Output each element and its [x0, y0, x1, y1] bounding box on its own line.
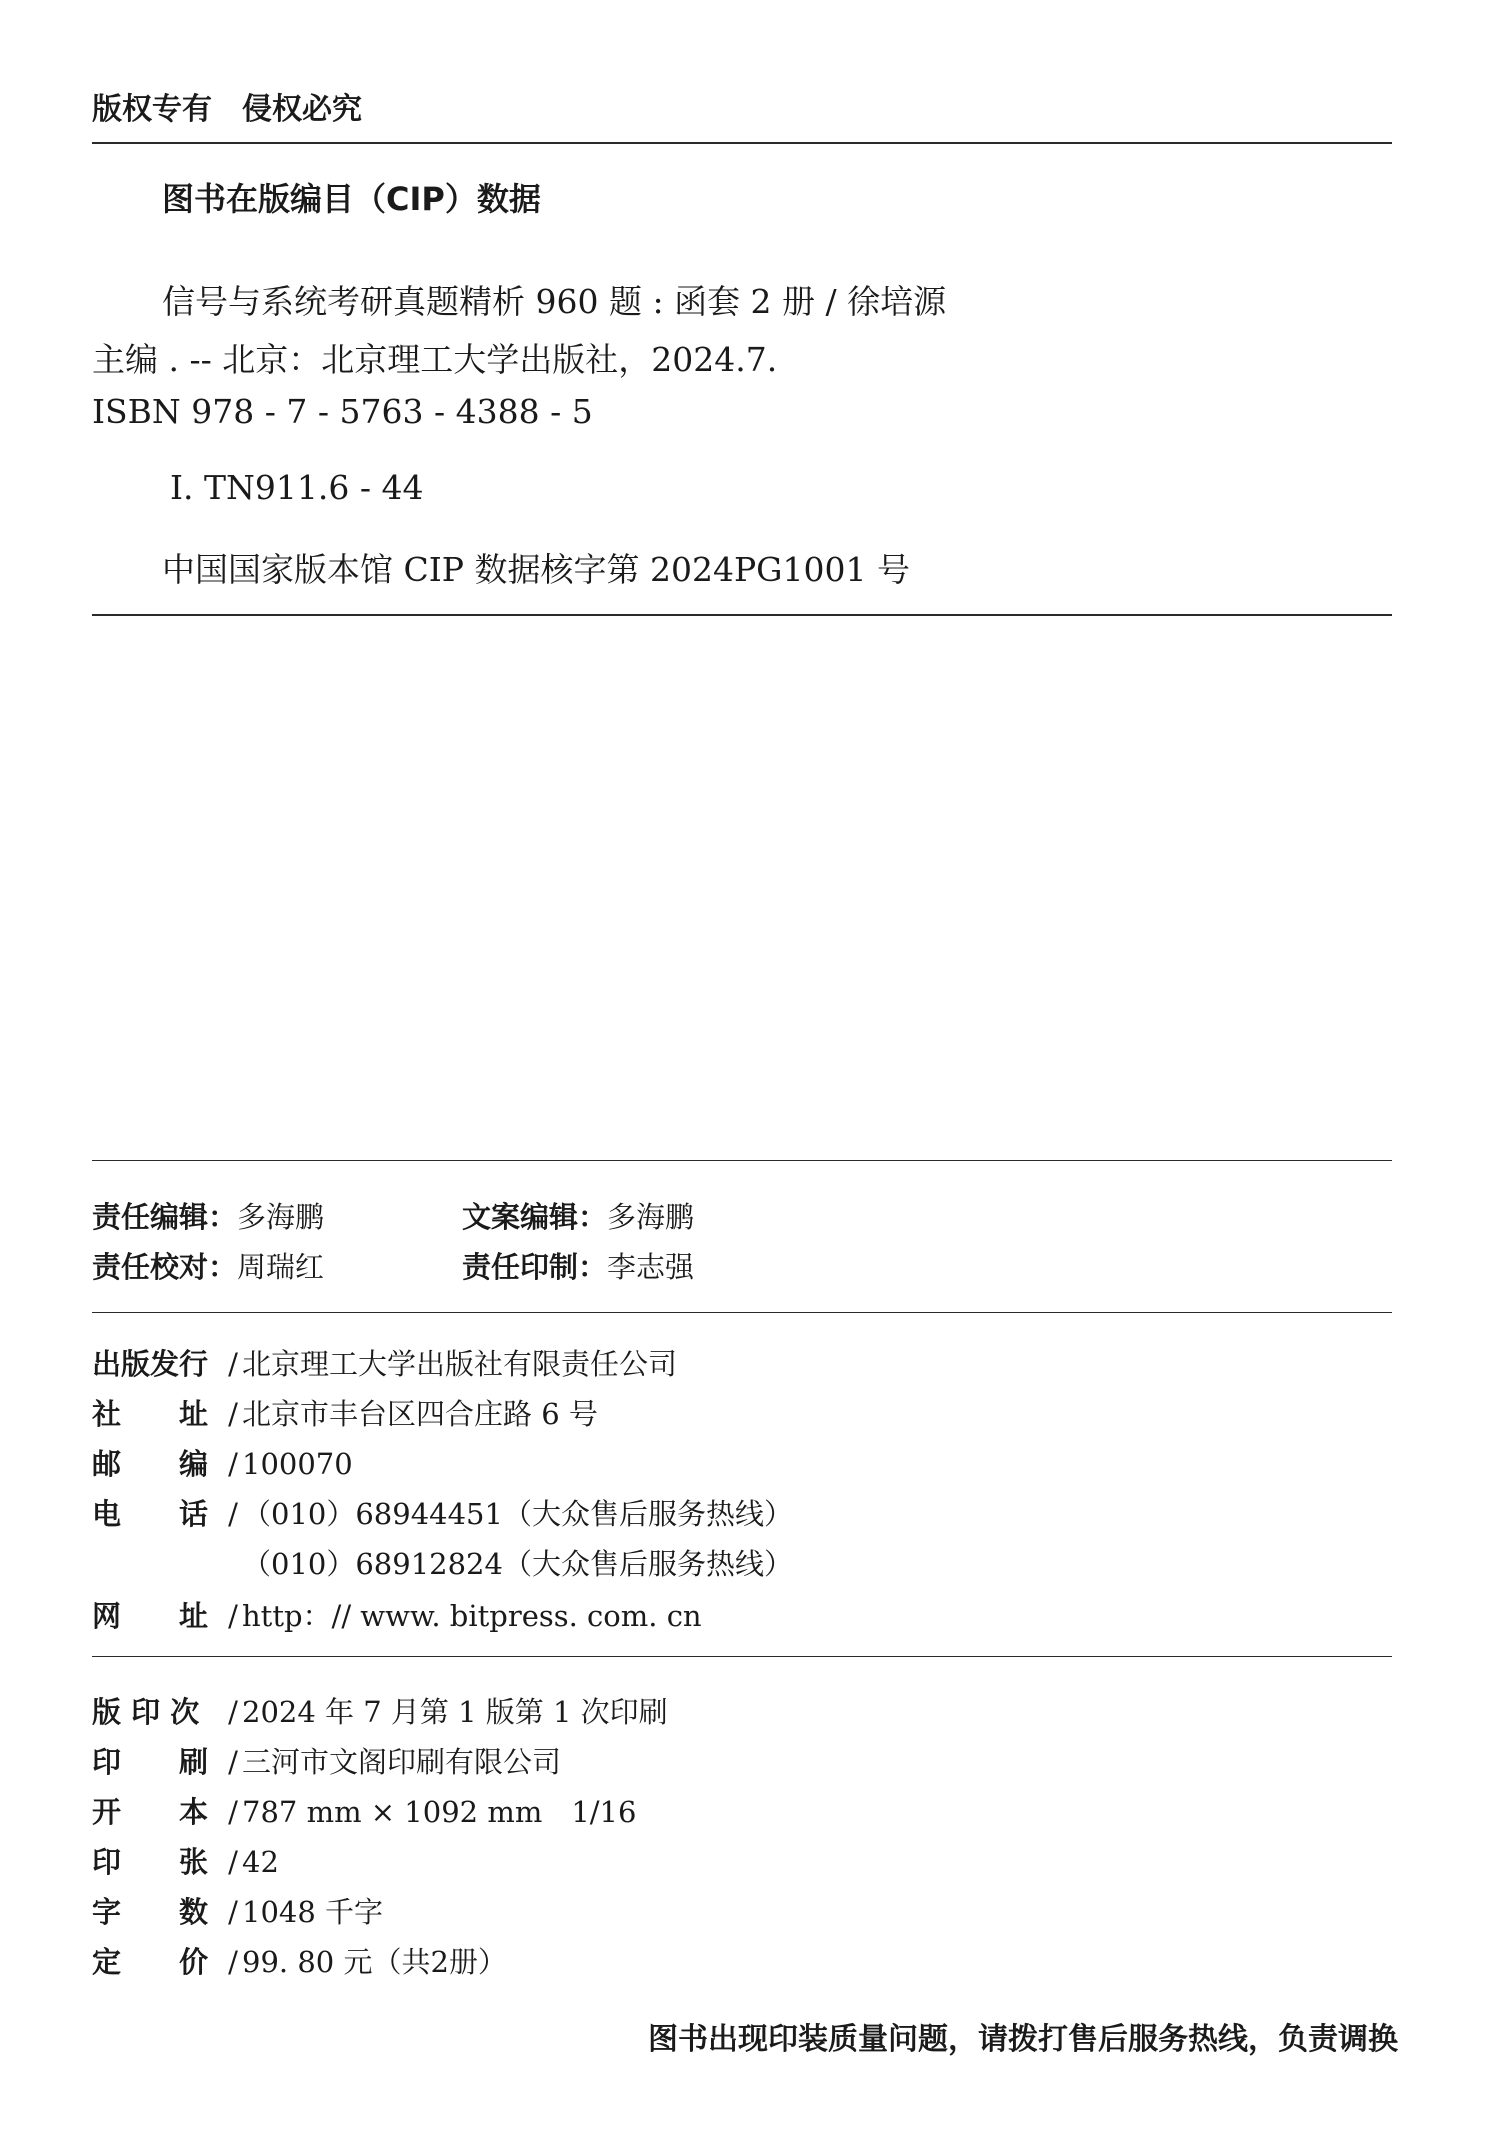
responsible-editor	[92, 1195, 324, 1236]
website-row	[92, 1594, 702, 1635]
cip-heading: 图书在版编目（CIP）数据	[162, 180, 541, 218]
printer-label: 印 刷	[92, 1745, 209, 1779]
separator: /	[228, 1447, 238, 1481]
printer-value: 三河市文阁印刷有限公司	[242, 1745, 562, 1779]
address-value: 北京市丰台区四合庄路 6 号	[242, 1397, 598, 1431]
separator: /	[228, 1397, 238, 1431]
phone-value: （010）68944451（大众售后服务热线）	[242, 1497, 793, 1531]
website-label: 网 址	[92, 1599, 209, 1633]
responsible-editor-label: 责任编辑：	[92, 1200, 238, 1234]
website-value: http：// www. bitpress. com. cn	[242, 1599, 702, 1633]
price-value: 99. 80 元（共2册）	[242, 1945, 507, 1979]
print-supervisor-label: 责任印制：	[462, 1250, 608, 1284]
separator: /	[228, 1845, 238, 1879]
publisher-divider	[92, 1656, 1392, 1657]
word-count-label: 字 数	[92, 1895, 209, 1929]
format-row	[92, 1790, 636, 1831]
postcode-row	[92, 1442, 353, 1483]
edition-value: 2024 年 7 月第 1 版第 1 次印刷	[242, 1695, 668, 1729]
proofreader-label: 责任校对：	[92, 1250, 238, 1284]
separator: /	[228, 1695, 238, 1729]
format-value: 787 mm × 1092 mm 1/16	[242, 1795, 637, 1829]
sheets-value: 42	[242, 1845, 279, 1879]
proofreader-name: 周瑞红	[237, 1250, 325, 1284]
separator: /	[228, 1497, 238, 1531]
edition-label: 版 印 次	[92, 1695, 200, 1729]
quality-notice: 图书出现印装质量问题，请拨打售后服务热线，负责调换	[648, 2022, 1398, 2057]
staff-top-divider	[92, 1160, 1392, 1161]
phone-label: 电 话	[92, 1497, 209, 1531]
cip-classification: Ⅰ. TN911.6 - 44	[170, 468, 424, 507]
postcode-label: 邮 编	[92, 1447, 209, 1481]
cip-title-line: 信号与系统考研真题精析 960 题 : 函套 2 册 / 徐培源	[162, 282, 947, 321]
phone-row	[92, 1492, 793, 1533]
separator: /	[228, 1745, 238, 1779]
separator: /	[228, 1945, 238, 1979]
separator: /	[228, 1599, 238, 1633]
staff-bottom-divider	[92, 1312, 1392, 1313]
printer-row	[92, 1740, 561, 1781]
edition-row	[92, 1690, 668, 1731]
separator: /	[228, 1795, 238, 1829]
cip-record-number: 中国国家版本馆 CIP 数据核字第 2024PG1001 号	[162, 550, 910, 589]
address-label: 社 址	[92, 1397, 209, 1431]
print-supervisor	[462, 1245, 694, 1286]
price-label: 定 价	[92, 1945, 209, 1979]
cip-editor-line: 主编 . -- 北京：北京理工大学出版社，2024.7.	[92, 340, 778, 379]
postcode-value: 100070	[242, 1447, 353, 1481]
cip-divider	[92, 614, 1392, 616]
copy-editor-name: 多海鹏	[607, 1200, 695, 1234]
separator: /	[228, 1895, 238, 1929]
sheets-row	[92, 1840, 279, 1881]
phone-value-2: （010）68912824（大众售后服务热线）	[242, 1547, 793, 1581]
copy-editor	[462, 1195, 694, 1236]
phone-row-2	[92, 1542, 793, 1583]
address-row	[92, 1392, 598, 1433]
format-label: 开 本	[92, 1795, 209, 1829]
responsible-editor-name: 多海鹏	[237, 1200, 325, 1234]
sheets-label: 印 张	[92, 1845, 209, 1879]
cip-isbn: ISBN 978 - 7 - 5763 - 4388 - 5	[92, 392, 593, 431]
copy-editor-label: 文案编辑：	[462, 1200, 608, 1234]
header-divider	[92, 142, 1392, 144]
publisher-value: 北京理工大学出版社有限责任公司	[242, 1347, 678, 1381]
publisher-label: 出版发行	[92, 1347, 209, 1381]
separator: /	[228, 1347, 238, 1381]
word-count-value: 1048 千字	[242, 1895, 384, 1929]
word-count-row	[92, 1890, 383, 1931]
copyright-notice: 版权专有 侵权必究	[92, 92, 362, 127]
proofreader	[92, 1245, 324, 1286]
print-supervisor-name: 李志强	[607, 1250, 695, 1284]
publisher-row	[92, 1342, 677, 1383]
price-row	[92, 1940, 507, 1981]
